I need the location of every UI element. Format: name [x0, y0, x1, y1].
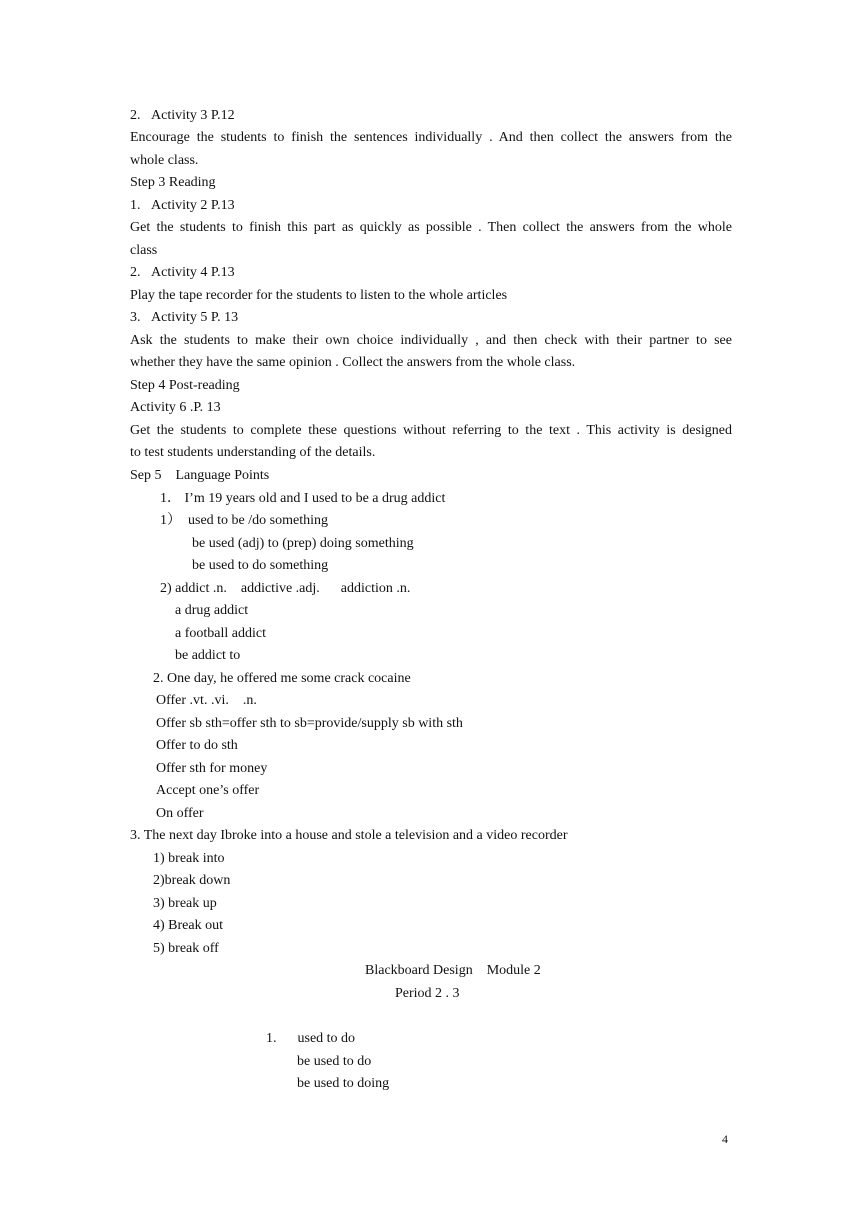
activity-2-heading: 1. Activity 2 P.13	[130, 198, 235, 213]
body-text-line: Ask the students to make their own choice individually , and then check with their partner to see	[130, 333, 732, 348]
activity-6-heading: Activity 6 .P. 13	[130, 400, 221, 415]
step-5-heading: Sep 5 Language Points	[130, 468, 270, 483]
sub-point-line: 1) break into	[153, 851, 225, 866]
language-point-3: 3. The next day Ibroke into a house and stole a television and a video recorder	[130, 828, 568, 843]
language-point-1: 1． I’m 19 years old and I used to be a drug addict	[160, 491, 446, 506]
sub-point-line: 2)break down	[153, 873, 231, 888]
activity-5-heading: 3. Activity 5 P. 13	[130, 310, 239, 325]
sub-point-line: 4) Break out	[153, 918, 223, 933]
blackboard-item-line: be used to do	[297, 1054, 372, 1069]
sub-point: 2) addict .n. addictive .adj. addiction .n.	[160, 581, 411, 596]
body-text-line: whole class.	[130, 153, 199, 168]
body-text-line: Get the students to finish this part as quickly as possible . Then collect the answers from the whole	[130, 220, 732, 235]
period-label: Period 2 . 3	[395, 986, 460, 1001]
blackboard-item-line: be used to doing	[297, 1076, 390, 1091]
blackboard-design-title: Blackboard Design Module 2	[365, 963, 541, 978]
sub-point-line: Offer .vt. .vi. .n.	[156, 693, 257, 708]
sub-point-line: be used (adj) to (prep) doing something	[192, 536, 414, 551]
sub-point-line: 5) break off	[153, 941, 219, 956]
sub-point-line: Accept one’s offer	[156, 783, 260, 798]
sub-point-line: On offer	[156, 806, 204, 821]
page-number: 4	[722, 1132, 728, 1146]
sub-point-line: Offer sth for money	[156, 761, 268, 776]
body-text-line: Get the students to complete these questions without referring to the text . This activity is designed	[130, 423, 732, 438]
body-text-line: to test students understanding of the details.	[130, 445, 376, 460]
blackboard-item-1: 1. used to do	[266, 1031, 356, 1046]
language-point-2: 2. One day, he offered me some crack cocaine	[153, 671, 411, 686]
sub-point-line: a football addict	[175, 626, 266, 641]
activity-3-heading: 2. Activity 3 P.12	[130, 108, 235, 123]
sub-point-line: Offer to do sth	[156, 738, 238, 753]
sub-point-line: a drug addict	[175, 603, 249, 618]
activity-4-heading: 2. Activity 4 P.13	[130, 265, 235, 280]
sub-point-line: be used to do something	[192, 558, 329, 573]
sub-point-line: Offer sb sth=offer sth to sb=provide/supply sb with sth	[156, 716, 463, 731]
step-3-heading: Step 3 Reading	[130, 175, 216, 190]
step-4-heading: Step 4 Post-reading	[130, 378, 240, 393]
sub-point: 1） used to be /do something	[160, 513, 328, 528]
sub-point-line: be addict to	[175, 648, 241, 663]
body-text-line: whether they have the same opinion . Collect the answers from the whole class.	[130, 355, 576, 370]
body-text-line: Encourage the students to finish the sentences individually . And then collect the answers from the	[130, 130, 732, 145]
sub-point-line: 3) break up	[153, 896, 217, 911]
body-text-line: Play the tape recorder for the students to listen to the whole articles	[130, 288, 508, 303]
body-text-line: class	[130, 243, 158, 258]
